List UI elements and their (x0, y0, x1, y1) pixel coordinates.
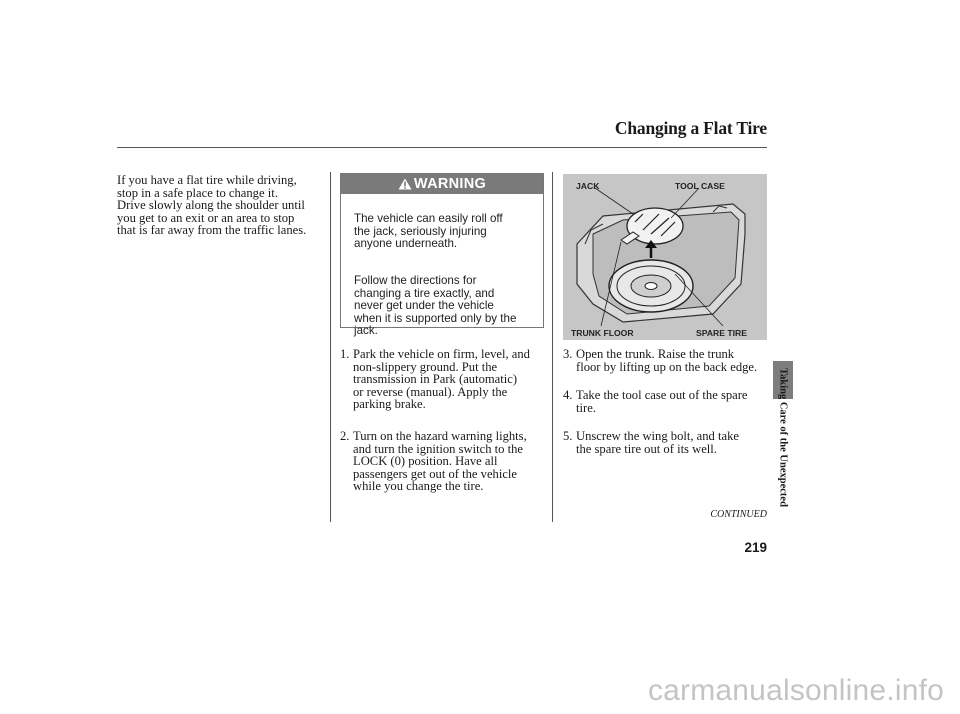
label-jack: JACK (576, 181, 600, 191)
label-trunk-floor: TRUNK FLOOR (571, 328, 634, 338)
warning-paragraph: The vehicle can easily roll off the jack, seriously injuring anyone underneath. (354, 212, 503, 251)
page-number: 219 (744, 540, 767, 555)
label-spare-tire: SPARE TIRE (696, 328, 747, 338)
intro-paragraph: If you have a flat tire while driving, stop in a safe place to change it. Drive slowly along the shoulder until you get to an exit or an area to stop that is far away from the traffic lanes. (117, 173, 307, 237)
step-number: 1. (340, 347, 350, 361)
step-5 (563, 430, 773, 456)
label-tool-case: TOOL CASE (675, 181, 725, 191)
step-number: 5. (563, 429, 573, 443)
section-side-title: Taking Care of the Unexpected (777, 368, 789, 507)
warning-triangle-icon (398, 178, 412, 190)
step-2 (340, 430, 550, 495)
continued-note: CONTINUED (710, 509, 767, 520)
step-1 (340, 348, 550, 413)
warning-paragraph: Follow the directions for changing a tire exactly, and never get under the vehicle when it is supported only by the jack. (354, 274, 517, 338)
column-divider-2 (552, 172, 553, 522)
step-text: Turn on the hazard warning lights, and turn the ignition switch to the LOCK (0) position. Have all passengers get out of the vehicle while you change the tire. (353, 429, 527, 493)
step-text: Park the vehicle on firm, level, and non-slippery ground. Put the transmission in Park (automatic) or reverse (manual). Apply the parking brake. (353, 347, 530, 411)
step-text: Unscrew the wing bolt, and take the spare tire out of its well. (576, 429, 739, 456)
column-divider-1 (330, 172, 331, 522)
warning-header (341, 174, 543, 194)
warning-box (340, 173, 544, 338)
trunk-illustration (563, 174, 767, 340)
warning-text (354, 201, 540, 362)
watermark-text: carmanualsonline.info (647, 674, 944, 707)
step-text: Open the trunk. Raise the trunk floor by lifting up on the back edge. (576, 347, 758, 374)
step-4 (563, 389, 773, 415)
step-text: Take the tool case out of the spare tire. (576, 388, 748, 415)
warning-label: WARNING (413, 176, 487, 192)
step-3 (563, 348, 773, 374)
step-number: 2. (340, 429, 350, 443)
header-rule (117, 147, 767, 148)
page-title: Changing a Flat Tire (614, 118, 767, 138)
trunk-drawing (563, 174, 767, 340)
step-number: 3. (563, 347, 573, 361)
step-number: 4. (563, 388, 573, 402)
